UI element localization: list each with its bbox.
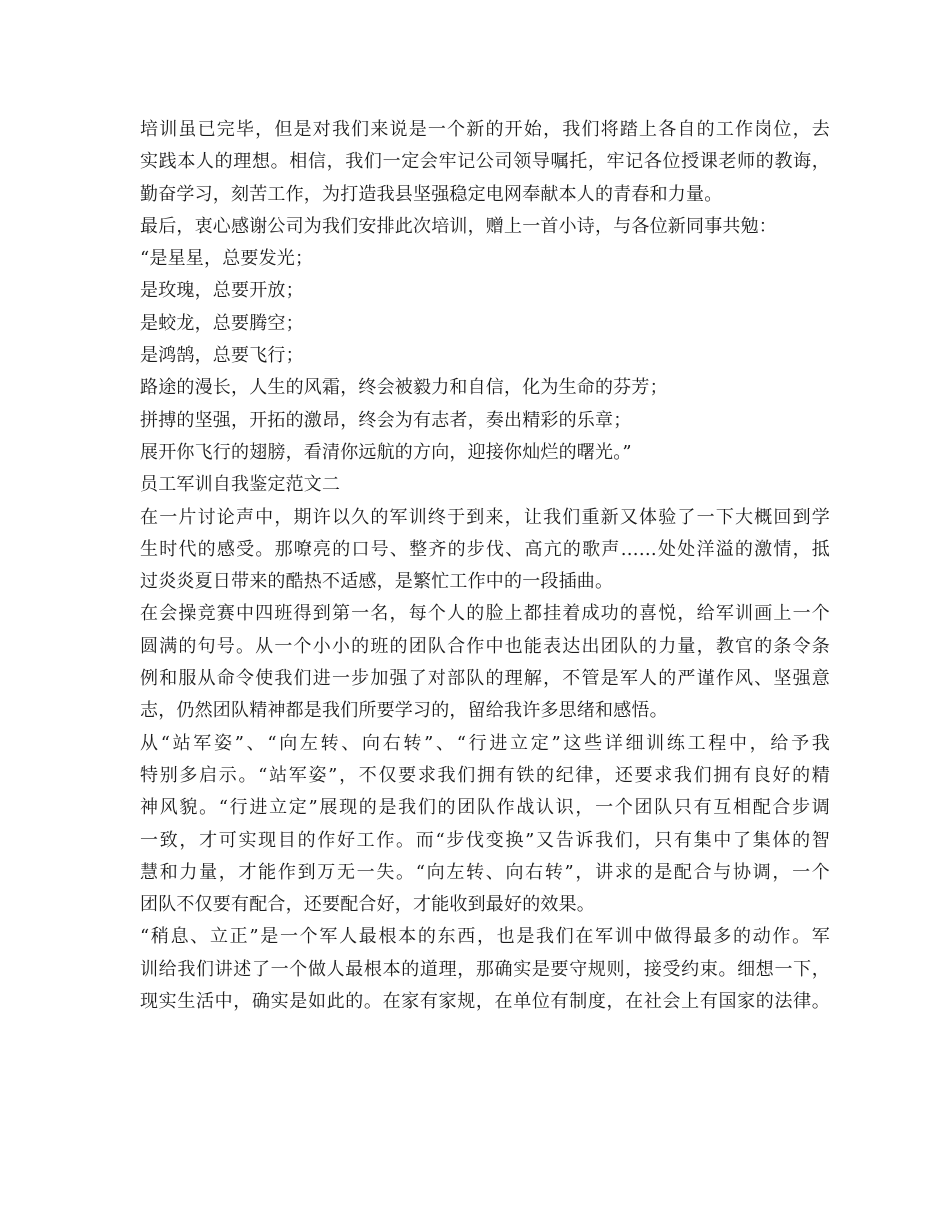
- text-line: 培训虽已完毕，但是对我们来说是一个新的开始，我们将踏上各自的工作岗位，去: [140, 119, 830, 140]
- poem-line: 展开你飞行的翅膀，看清你远航的方向，迎接你灿烂的曙光。”: [140, 441, 632, 463]
- text-line: 现实生活中，确实是如此的。在家有家规，在单位有制度，在社会上有国家的法律。: [140, 991, 830, 1013]
- text-line: 过炎炎夏日带来的酷热不适感，是繁忙工作中的一段插曲。: [140, 571, 614, 593]
- poem-line: 是蛟龙，总要腾空；: [140, 312, 304, 334]
- text-line: 一致，才可实现目的作好工作。而“步伐变换”又告诉我们，只有集中了集体的智: [140, 829, 830, 851]
- text-line: 训给我们讲述了一个做人最根本的道理，那确实是要守规则，接受约束。细想一下，: [140, 958, 830, 980]
- text-line: 例和服从命令使我们进一步加强了对部队的理解，不管是军人的严谨作风、坚强意: [140, 668, 830, 690]
- text-line: 慧和力量，才能作到万无一失。“向左转、向右转”，讲求的是配合与协调，一个: [140, 861, 830, 883]
- text-line: 最后，衷心感谢公司为我们安排此次培训，赠上一首小诗，与各位新同事共勉：: [140, 215, 777, 237]
- section-heading: 员工军训自我鉴定范文二: [140, 474, 341, 496]
- poem-line: “是星星，总要发光；: [140, 248, 314, 270]
- text-line: “稍息、立正”是一个军人最根本的东西，也是我们在军训中做得最多的动作。军: [140, 926, 830, 948]
- poem-line: 是鸿鹄，总要飞行；: [140, 345, 304, 367]
- text-line: 特别多启示。“站军姿”，不仅要求我们拥有铁的纪律，还要求我们拥有良好的精: [140, 764, 830, 786]
- text-line: 团队不仅要有配合，还要配合好，才能收到最好的效果。: [140, 894, 595, 916]
- text-line: 在会操竞赛中四班得到第一名，每个人的脸上都挂着成功的喜悦，给军训画上一个: [140, 603, 830, 625]
- poem-line: 路途的漫长，人生的风霜，终会被毅力和自信，化为生命的芬芳；: [140, 377, 668, 399]
- text-line: 圆满的句号。从一个小小的班的团队合作中也能表达出团队的力量，教官的条令条: [140, 635, 830, 657]
- text-line: 实践本人的理想。相信，我们一定会牢记公司领导嘱托，牢记各位授课老师的教诲，: [140, 151, 830, 173]
- text-line: 生时代的感受。那嘹亮的口号、整齐的步伐、高亢的歌声……处处洋溢的激情，抵: [140, 538, 830, 560]
- text-line: 神风貌。“行进立定”展现的是我们的团队作战认识，一个团队只有互相配合步调: [140, 797, 830, 819]
- poem-line: 是玫瑰，总要开放；: [140, 280, 304, 302]
- text-line: 从“站军姿”、“向左转、向右转”、“行进立定”这些详细训练工程中，给予我: [140, 732, 830, 754]
- poem-line: 拼搏的坚强，开拓的激昂，终会为有志者，奏出精彩的乐章；: [140, 409, 632, 431]
- document-body: [140, 114, 830, 1018]
- text-line: 勤奋学习，刻苦工作，为打造我县坚强稳定电网奉献本人的青春和力量。: [140, 183, 723, 205]
- text-line: 志，仍然团队精神都是我们所要学习的，留给我许多思绪和感悟。: [140, 700, 668, 722]
- text-line: 在一片讨论声中，期许以久的军训终于到来，让我们重新又体验了一下大概回到学: [140, 506, 830, 528]
